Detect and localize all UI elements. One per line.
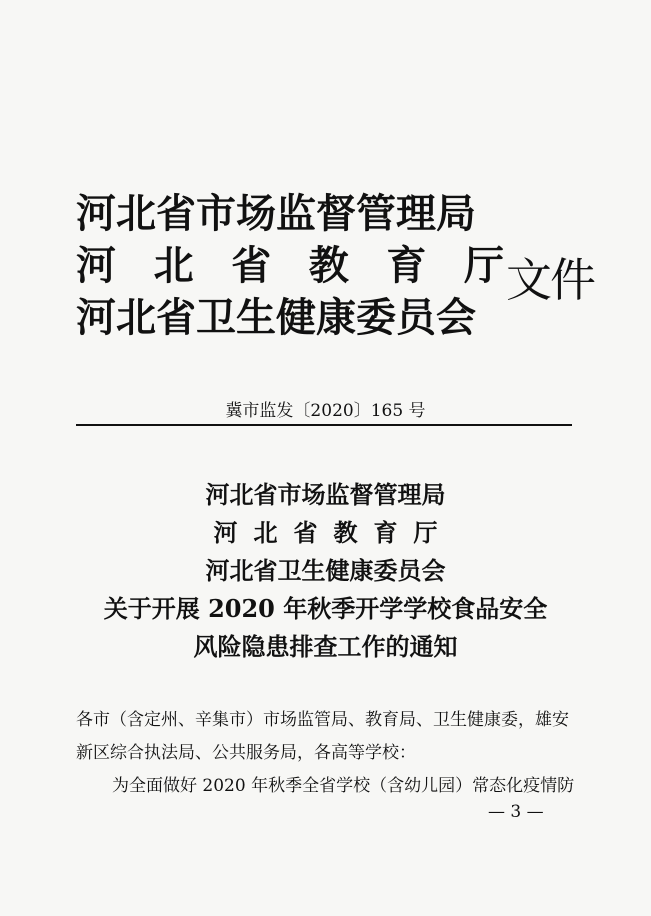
recipients-line: 各市（含定州、辛集市）市场监管局、教育局、卫生健康委，雄安 (76, 710, 569, 730)
page-number: — 3 — (488, 802, 544, 822)
issuer-education-char: 厅 (463, 242, 504, 289)
recipients-line: 新区综合执法局、公共服务局，各高等学校： (76, 743, 416, 763)
document-number: 冀市监发〔2020〕165 号 (225, 401, 426, 421)
issuer-health: 河北省卫生健康委员会 (76, 294, 476, 341)
issuer-education-char: 育 (386, 242, 427, 289)
issuer-education-char: 北 (153, 242, 194, 289)
issuer-market-regulation: 河北省市场监督管理局 (76, 190, 476, 237)
title-line: 河北省市场监督管理局 (205, 480, 446, 509)
notice-title (0, 476, 651, 666)
header-divider (76, 424, 572, 426)
issuing-authorities (76, 188, 596, 344)
body-paragraph: 为全面做好 2020 年秋季全省学校（含幼儿园）常态化疫情防 (112, 776, 575, 796)
issuer-education-char: 教 (308, 242, 349, 289)
title-line: 关于开展 2020 年秋季开学学校食品安全 (103, 594, 548, 623)
issuer-education-char: 河 (76, 242, 116, 289)
document-suffix: 文件 (506, 253, 594, 307)
document-body (76, 704, 576, 803)
issuer-education (76, 240, 504, 292)
title-line: 河北省卫生健康委员会 (205, 556, 446, 585)
issuer-education-char: 省 (231, 242, 272, 289)
title-line: 风险隐患排查工作的通知 (193, 632, 458, 661)
title-line: 河北省教育厅 (213, 518, 454, 547)
